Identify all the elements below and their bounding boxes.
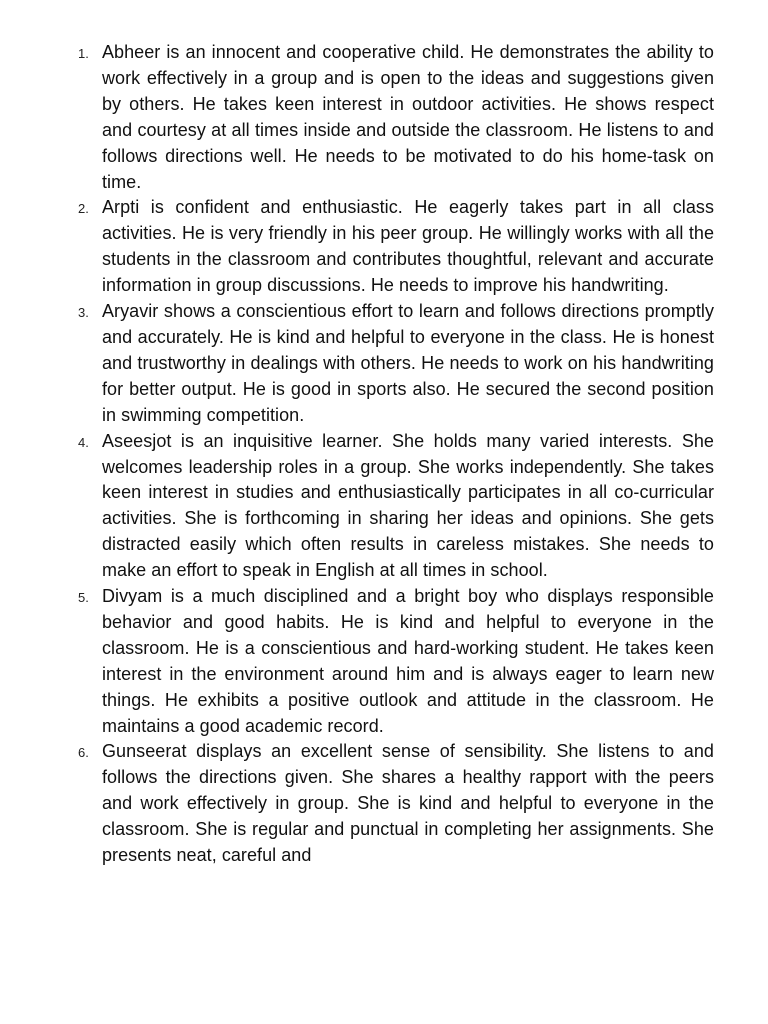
remark-item-3 [78, 299, 714, 429]
remark-text: Divyam is a much disciplined and a bright boy who displays responsible behavior and good habits. He is kind and helpful to everyone in the classroom. He is a conscientious and hard-working student. He takes keen interest in the environment around him and is always eager to learn new things. He exhibits a positive outlook and attitude in the classroom. He maintains a good academic record. [102, 586, 714, 736]
remark-item-6 [78, 739, 714, 869]
remark-text: Gunseerat displays an excellent sense of sensibility. She listens to and follows the directions given. She shares a healthy rapport with the peers and work effectively in group. She is kind and helpful to everyone in the classroom. She is regular and punctual in completing her assignments. She presents neat, careful and [102, 741, 714, 866]
remark-number: 4. [78, 434, 89, 450]
remark-number: 2. [78, 201, 89, 217]
remark-item-2 [78, 195, 714, 299]
remark-text: Arpti is confident and enthusiastic. He eagerly takes part in all class activities. He is very friendly in his peer group. He willingly works with all the students in the classroom and contributes thoughtful, relevant and accurate information in group discussions. He needs to improve his handwriting. [102, 197, 714, 296]
remark-number: 6. [78, 745, 89, 761]
remark-number: 3. [78, 305, 89, 321]
remark-text: Abheer is an innocent and cooperative child. He demonstrates the ability to work effectively in a group and is open to the ideas and suggestions given by others. He takes keen interest in outdoor activities. He shows respect and courtesy at all times inside and outside the classroom. He listens to and follows directions well. He needs to be motivated to do his home-task on time. [102, 42, 714, 192]
remark-number: 5. [78, 590, 89, 606]
remark-text: Aryavir shows a conscientious effort to learn and follows directions promptly and accurately. He is kind and helpful to everyone in the class. He is honest and trustworthy in dealings with others. He needs to work on his handwriting for better output. He is good in sports also. He secured the second position in swimming competition. [102, 301, 714, 425]
remark-item-4 [78, 429, 714, 584]
remark-number: 1. [78, 46, 89, 61]
remark-text: Aseesjot is an inquisitive learner. She holds many varied interests. She welcomes leadership roles in a group. She works independently. She takes keen interest in studies and enthusiastically participates in all co-curricular activities. She is forthcoming in sharing her ideas and opinions. She gets distracted easily which often results in careless mistakes. She needs to make an effort to speak in English at all times in school. [102, 430, 714, 581]
student-remarks-list [78, 40, 714, 869]
remark-item-5 [78, 584, 714, 739]
remark-item-1 [78, 40, 714, 195]
